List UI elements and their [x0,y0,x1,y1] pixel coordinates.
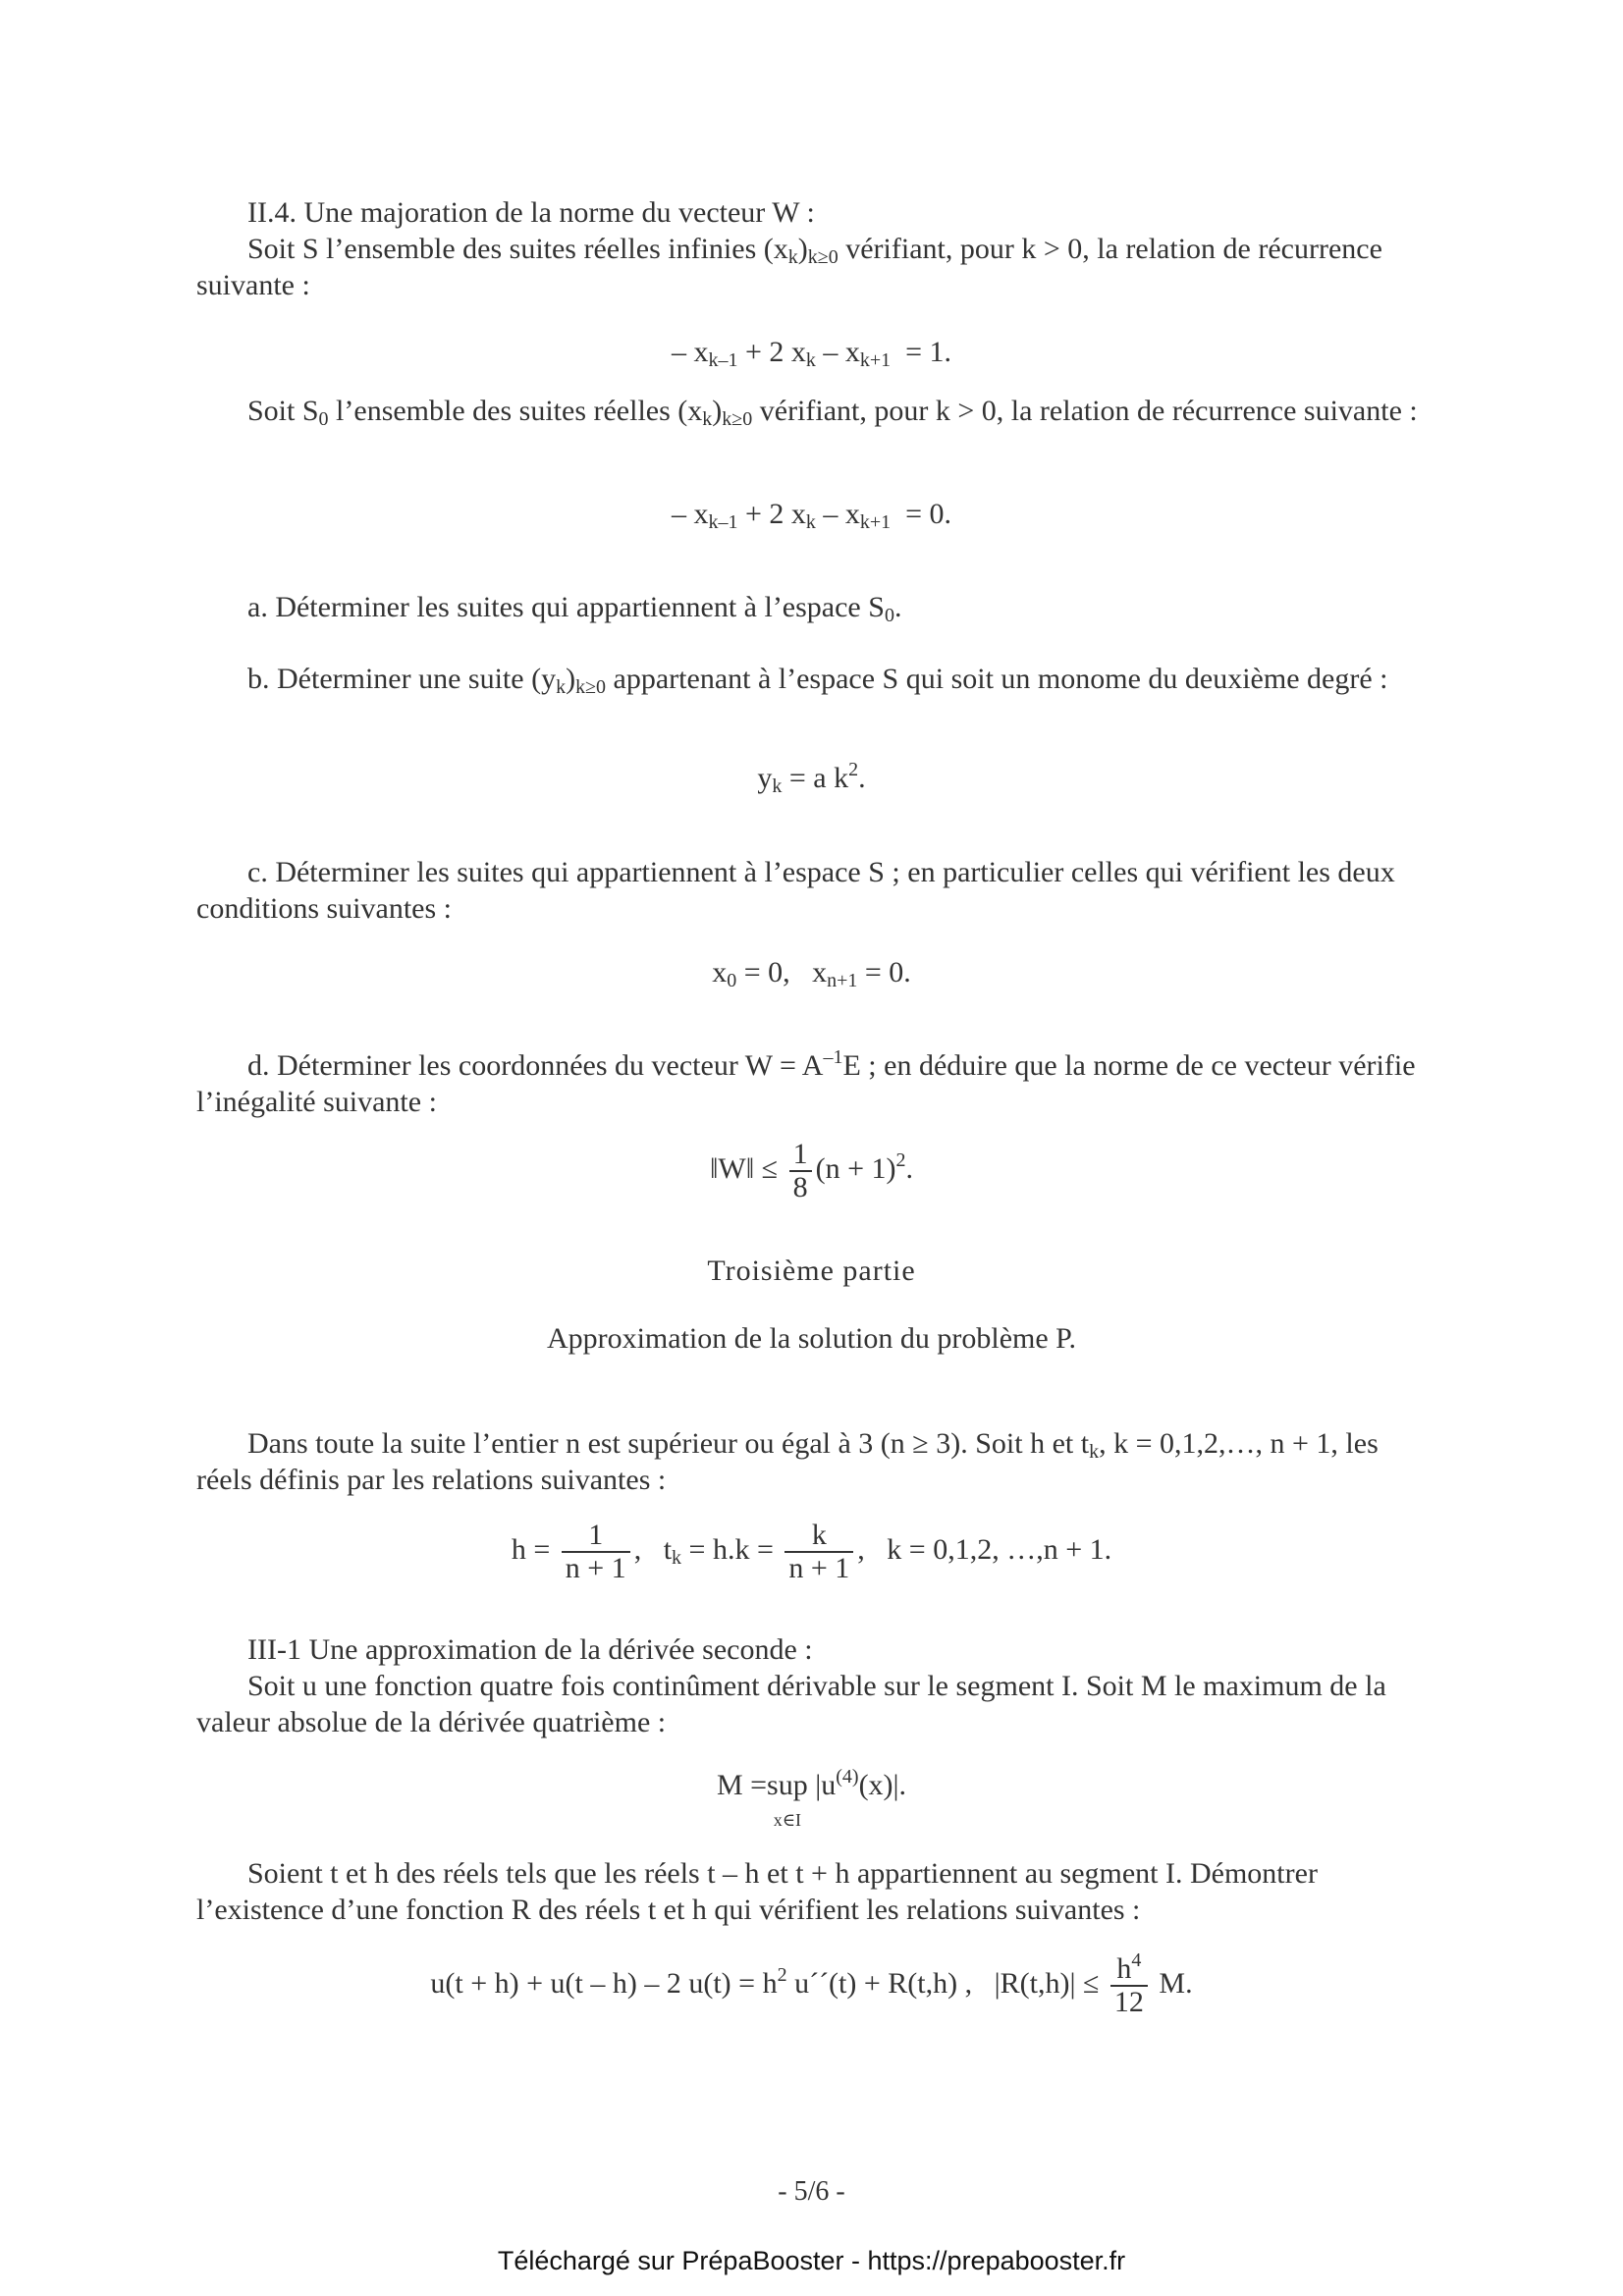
equation-boundary-conditions: $x_0 = 0$, $x_{n+1} = 0$. [712,956,911,991]
text: a. Déterminer les suites qui appartiennent à l’espace S [247,591,885,623]
text: d. Déterminer les coordonnées du vecteur W = A [247,1049,824,1082]
text: Soit S l’ensemble des suites réelles infinies (x [247,233,788,265]
text: Dans toute la suite l’entier n est supérieur ou égal à 3 (n ≥ 3). Soit h et t [247,1427,1090,1460]
fraction: $\frac{k}{n + 1}$ [784,1520,853,1584]
text: E ; en déduire que la norme de ce vecteur vérifie l’inégalité suivante : [196,1049,1416,1118]
text: III-1 Une approximation de la dérivée seconde : [247,1633,813,1666]
equation-monome: $y_k = a$ $k^2$. [757,759,866,797]
equation-norm-bound: ‖W‖ ≤ $\frac{1}{8}$ $(n + 1)^2$. [709,1138,914,1203]
question-d: d. Déterminer les coordonnées du vecteur $W = A^{-1}E$ ; en déduire que la norme de ce vecteur vérifie l’inégalité suivante : [196,1046,1416,1118]
paragraph-set-S0: Soit $S_0$ l’ensemble des suites réelles $(x_k)_{k\ge 0}$ vérifiant, pour k > 0, la relation de récurrence suivante : [247,395,1418,430]
download-source-link[interactable]: Téléchargé sur PrépaBooster - https://prepabooster.fr [497,2246,1126,2275]
section-title-III1 [196,1631,1424,1668]
text: Soit u une fonction quatre fois continûment dérivable sur le segment I. Soit M le maximum de la valeur absolue de la dérivée quatrième : [196,1670,1386,1738]
text: , k = 0,1,2,…, n + 1, les réels définis par les relations suivantes : [196,1427,1379,1496]
part-heading: Troisième partie [707,1255,916,1287]
paragraph-set-S: Soit S l’ensemble des suites réelles infinies $(x_k)_{k\ge 0}$ vérifiant, pour k > 0, la relation de récurrence suivante : [196,233,1382,301]
part-subtitle: Approximation de la solution du problème P. [546,1322,1077,1355]
text: vérifiant, pour k > 0, la relation de récurrence suivante : [759,395,1418,427]
equation-recurrence-0: – $x_{k-1} + 2$ $x_k - x_{k+1} = 0$. [671,498,952,533]
paragraph-III1-demo [196,1855,1424,1928]
equation-recurrence-1: – $x_{k-1} + 2$ $x_k - x_{k+1} = 1$. [671,336,952,371]
fraction: $\frac{1}{n + 1}$ [562,1520,630,1584]
equation-M-sup: M =sup x∈I $|u^{(4)}(x)|$. [716,1766,907,1830]
fraction: $\frac{1}{8}$ [789,1139,812,1203]
text: b. Déterminer une suite (y [247,663,557,695]
text: c. Déterminer les suites qui appartiennent à l’espace S ; en particulier celles qui vérifient les deux conditions suivantes : [196,856,1395,925]
text: Soit S [247,395,319,427]
fraction: $\frac{h^4}{12}$ [1110,1953,1148,2018]
sup-operator: sup x∈I [767,1769,808,1830]
text: Soient t et h des réels tels que les réels t – h et t + h appartiennent au segment I. Démontrer l’existence d’une fonction R des réels t et h qui vérifient les relations suivantes : [196,1857,1318,1926]
page-number: - 5/6 - [778,2176,845,2207]
question-c [196,854,1424,927]
text: vérifiant, pour k > 0, la relation de récurrence suivante : [196,233,1382,301]
text: l’ensemble des suites réelles (x [336,395,703,427]
section-title-text: II.4. Une majoration de la norme du vecteur W : [247,196,815,229]
text: appartenant à l’espace S qui soit un monome du deuxième degré : [613,663,1388,695]
section-title-II4 [196,194,1424,231]
question-a: a. Déterminer les suites qui appartiennent à l’espace $S_0$. [247,591,902,626]
paragraph-intro-part3: Dans toute la suite l’entier n est supérieur ou égal à 3 (n ≥ 3). Soit h et $t_k$, k = 0,1,2,…, n + 1, les réels définis par les relations suivantes : [196,1427,1379,1496]
question-b: b. Déterminer une suite $(y_k)_{k\ge 0}$ appartenant à l’espace S qui soit un monome du deuxième degré : [247,663,1388,698]
equation-taylor: u(t + h) + u(t – h) – 2 $u(t) = h^2$ u´´(t) + R(t,h) , |R(t,h)| ≤ $\frac{h^4}{12}$ M. [430,1949,1193,2018]
paragraph-III1-def [196,1668,1424,1740]
equation-h-tk: h = $\frac{1}{n + 1}$ , $t_k = h.k$ = $\frac{k}{n + 1}$ , k = 0,1,2, …,n + 1. [511,1519,1112,1584]
